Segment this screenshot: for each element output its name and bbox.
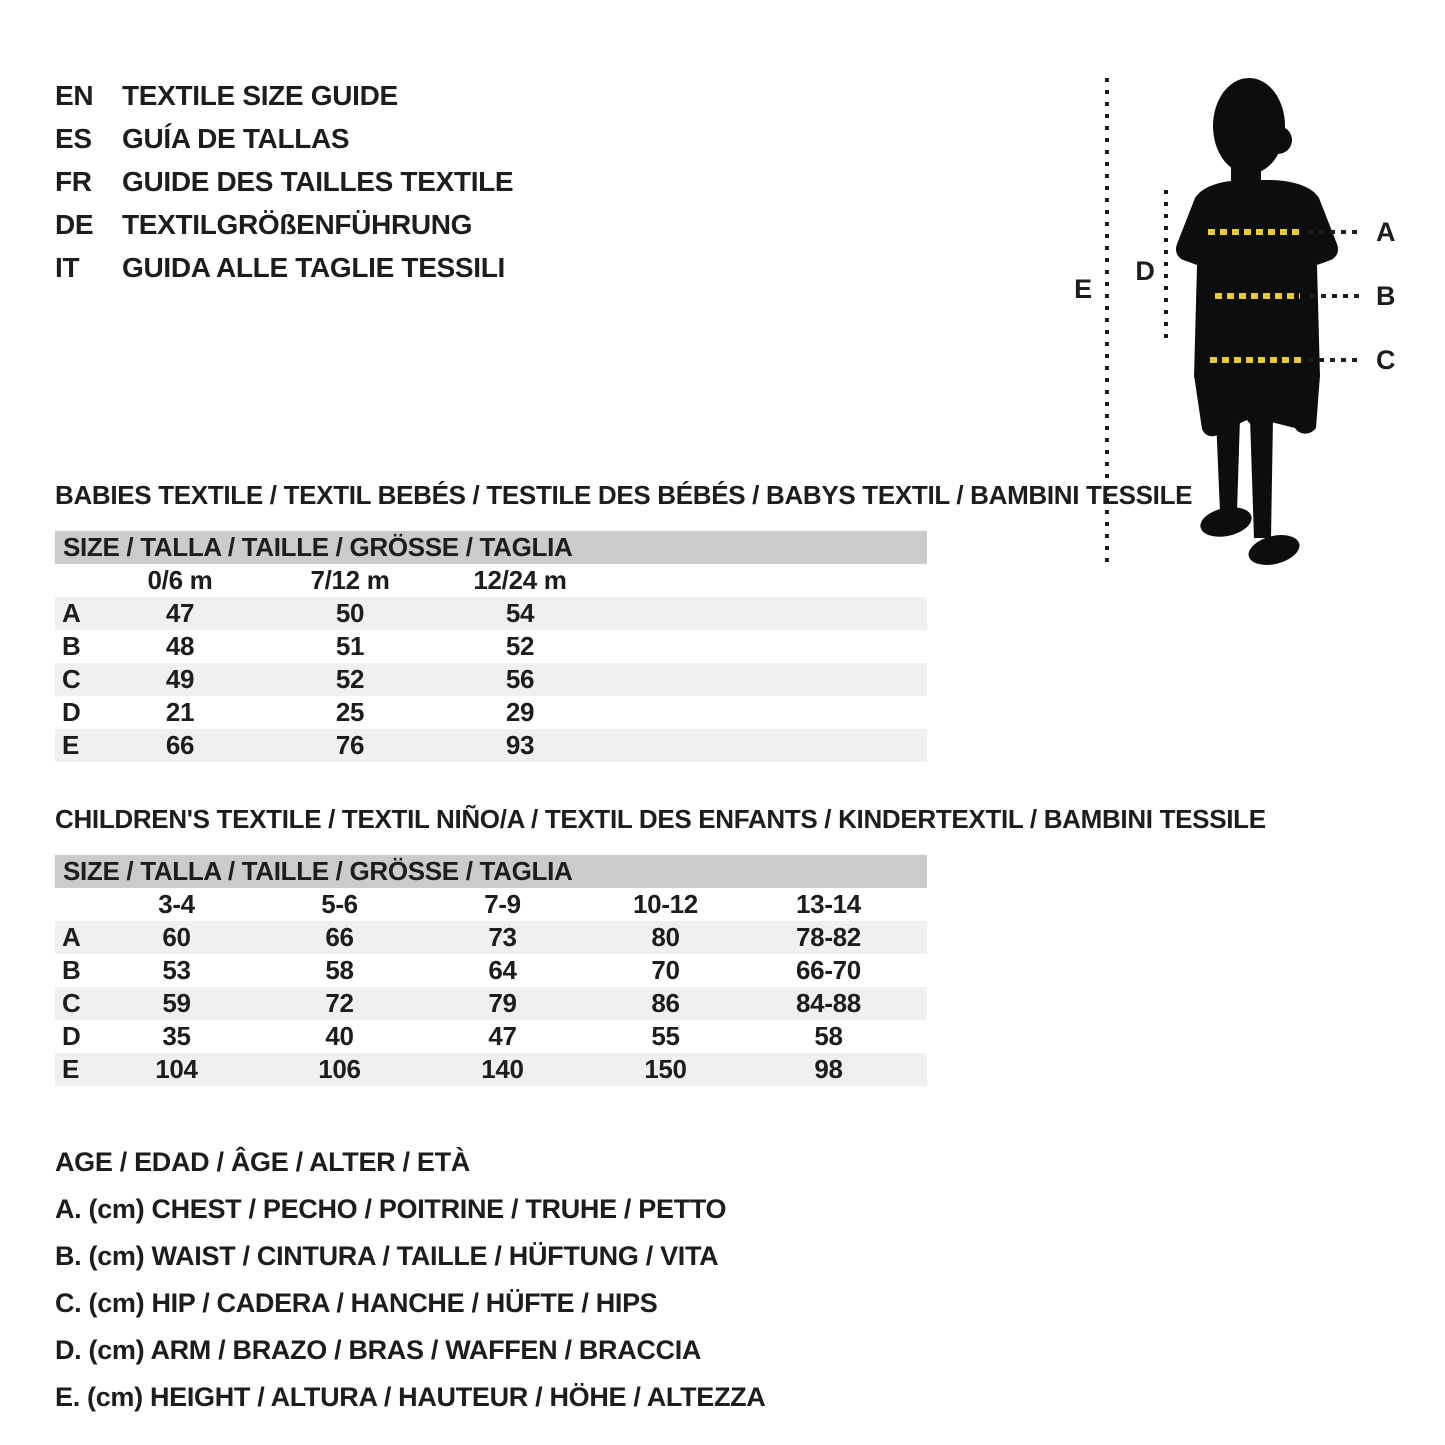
row-label: C	[62, 988, 81, 1018]
child-silhouette-diagram	[1050, 60, 1430, 600]
table-cell: 51	[335, 631, 365, 661]
figure-label-E: E	[1074, 274, 1092, 304]
legend-age: AGE / EDAD / ÂGE / ALTER / ETÀ	[55, 1147, 470, 1177]
table-cell: 60	[162, 922, 191, 952]
child-silhouette	[1176, 78, 1338, 570]
legend-waist: B. (cm) WAIST / CINTURA / TAILLE / HÜFTUNG / VITA	[55, 1241, 719, 1271]
column-header: 0/6 m	[147, 565, 213, 595]
table-cell: 78-82	[796, 922, 861, 952]
legend-chest: A. (cm) CHEST / PECHO / POITRINE / TRUHE / PETTO	[55, 1194, 727, 1224]
table-row	[55, 987, 927, 1020]
row-label: D	[62, 1021, 81, 1051]
children-size-table	[55, 855, 927, 1086]
lang-title: TEXTILGRÖßENFÜHRUNG	[122, 208, 473, 240]
table-cell: 58	[814, 1021, 843, 1051]
table-cell: 106	[318, 1054, 361, 1084]
table-cell: 53	[162, 955, 191, 985]
figure-label-A: A	[1376, 217, 1396, 247]
table-row	[55, 1053, 927, 1086]
table-row	[55, 1020, 927, 1053]
row-label: A	[62, 922, 81, 952]
column-header: 7/12 m	[310, 565, 390, 595]
children-section-title: CHILDREN'S TEXTILE / TEXTIL NIÑO/A / TEXTIL DES ENFANTS / KINDERTEXTIL / BAMBINI TESSILE	[55, 804, 1266, 834]
babies-size-table	[55, 531, 927, 762]
table-cell: 54	[505, 598, 535, 628]
table-cell: 35	[162, 1021, 191, 1051]
lang-row-fr	[55, 160, 513, 203]
table-cell: 150	[644, 1054, 687, 1084]
measurement-legend	[55, 1139, 765, 1421]
table-cell: 47	[488, 1021, 517, 1051]
table-row	[55, 921, 927, 954]
column-header: 5-6	[321, 889, 358, 919]
table-row	[55, 729, 927, 762]
lang-row-es	[55, 117, 513, 160]
table-cell: 86	[651, 988, 680, 1018]
size-header-bar: SIZE / TALLA / TAILLE / GRÖSSE / TAGLIA	[55, 531, 927, 564]
table-cell: 55	[651, 1021, 680, 1051]
table-cell: 72	[325, 988, 354, 1018]
table-cell: 29	[505, 697, 535, 727]
table-cell: 66-70	[796, 955, 861, 985]
table-row	[55, 663, 927, 696]
table-cell: 98	[814, 1054, 843, 1084]
row-label: E	[62, 730, 80, 760]
size-header-bar: SIZE / TALLA / TAILLE / GRÖSSE / TAGLIA	[55, 855, 927, 888]
table-cell: 70	[651, 955, 680, 985]
lang-code: FR	[55, 165, 92, 197]
lang-title: TEXTILE SIZE GUIDE	[122, 79, 398, 111]
table-cell: 140	[481, 1054, 524, 1084]
row-label: C	[62, 664, 81, 694]
row-label: D	[62, 697, 81, 727]
table-cell: 84-88	[796, 988, 861, 1018]
table-cell: 52	[335, 664, 365, 694]
column-header: 10-12	[633, 889, 698, 919]
lang-row-it	[55, 246, 513, 289]
lang-title: GUIDA ALLE TAGLIE TESSILI	[122, 251, 505, 283]
table-cell: 59	[162, 988, 191, 1018]
lang-code: ES	[55, 122, 92, 154]
legend-height: E. (cm) HEIGHT / ALTURA / HAUTEUR / HÖHE / ALTEZZA	[55, 1382, 766, 1412]
lang-code: DE	[55, 208, 94, 240]
lang-title: GUIDE DES TAILLES TEXTILE	[122, 165, 514, 197]
table-cell: 58	[325, 955, 354, 985]
table-cell: 64	[488, 955, 517, 985]
legend-hip: C. (cm) HIP / CADERA / HANCHE / HÜFTE / HIPS	[55, 1288, 658, 1318]
table-cell: 21	[165, 697, 195, 727]
row-label: B	[62, 631, 81, 661]
table-cell: 93	[505, 730, 535, 760]
table-row	[55, 696, 927, 729]
table-row	[55, 597, 927, 630]
column-header: 3-4	[158, 889, 195, 919]
table-cell: 73	[488, 922, 517, 952]
table-cell: 49	[165, 664, 195, 694]
table-cell: 25	[335, 697, 365, 727]
row-label: A	[62, 598, 81, 628]
column-header: 12/24 m	[473, 565, 567, 595]
legend-arm: D. (cm) ARM / BRAZO / BRAS / WAFFEN / BRACCIA	[55, 1335, 702, 1365]
table-cell: 104	[155, 1054, 198, 1084]
lang-row-en	[55, 74, 513, 117]
lang-code: EN	[55, 79, 94, 111]
column-header-row	[55, 564, 927, 597]
column-header: 13-14	[796, 889, 861, 919]
measurement-figure	[1050, 60, 1430, 600]
table-cell: 66	[165, 730, 195, 760]
table-cell: 52	[505, 631, 535, 661]
row-label: E	[62, 1054, 80, 1084]
table-cell: 80	[651, 922, 680, 952]
lang-code: IT	[55, 251, 80, 283]
figure-label-B: B	[1376, 281, 1396, 311]
table-cell: 50	[335, 598, 365, 628]
figure-label-C: C	[1376, 345, 1396, 375]
table-cell: 56	[505, 664, 535, 694]
table-cell: 79	[488, 988, 517, 1018]
babies-section-title: BABIES TEXTILE / TEXTIL BEBÉS / TESTILE DES BÉBÉS / BABYS TEXTIL / BAMBINI TESSILE	[55, 480, 1193, 510]
column-header: 7-9	[484, 889, 521, 919]
table-cell: 47	[165, 598, 195, 628]
table-cell: 40	[325, 1021, 354, 1051]
table-cell: 48	[165, 631, 195, 661]
table-cell: 76	[335, 730, 365, 760]
lang-row-de	[55, 203, 513, 246]
lang-title: GUÍA DE TALLAS	[122, 122, 350, 154]
table-row	[55, 954, 927, 987]
language-header	[55, 74, 513, 289]
row-label: B	[62, 955, 81, 985]
table-row	[55, 630, 927, 663]
column-header-row	[55, 888, 927, 921]
figure-label-D: D	[1135, 256, 1155, 286]
table-cell: 66	[325, 922, 354, 952]
